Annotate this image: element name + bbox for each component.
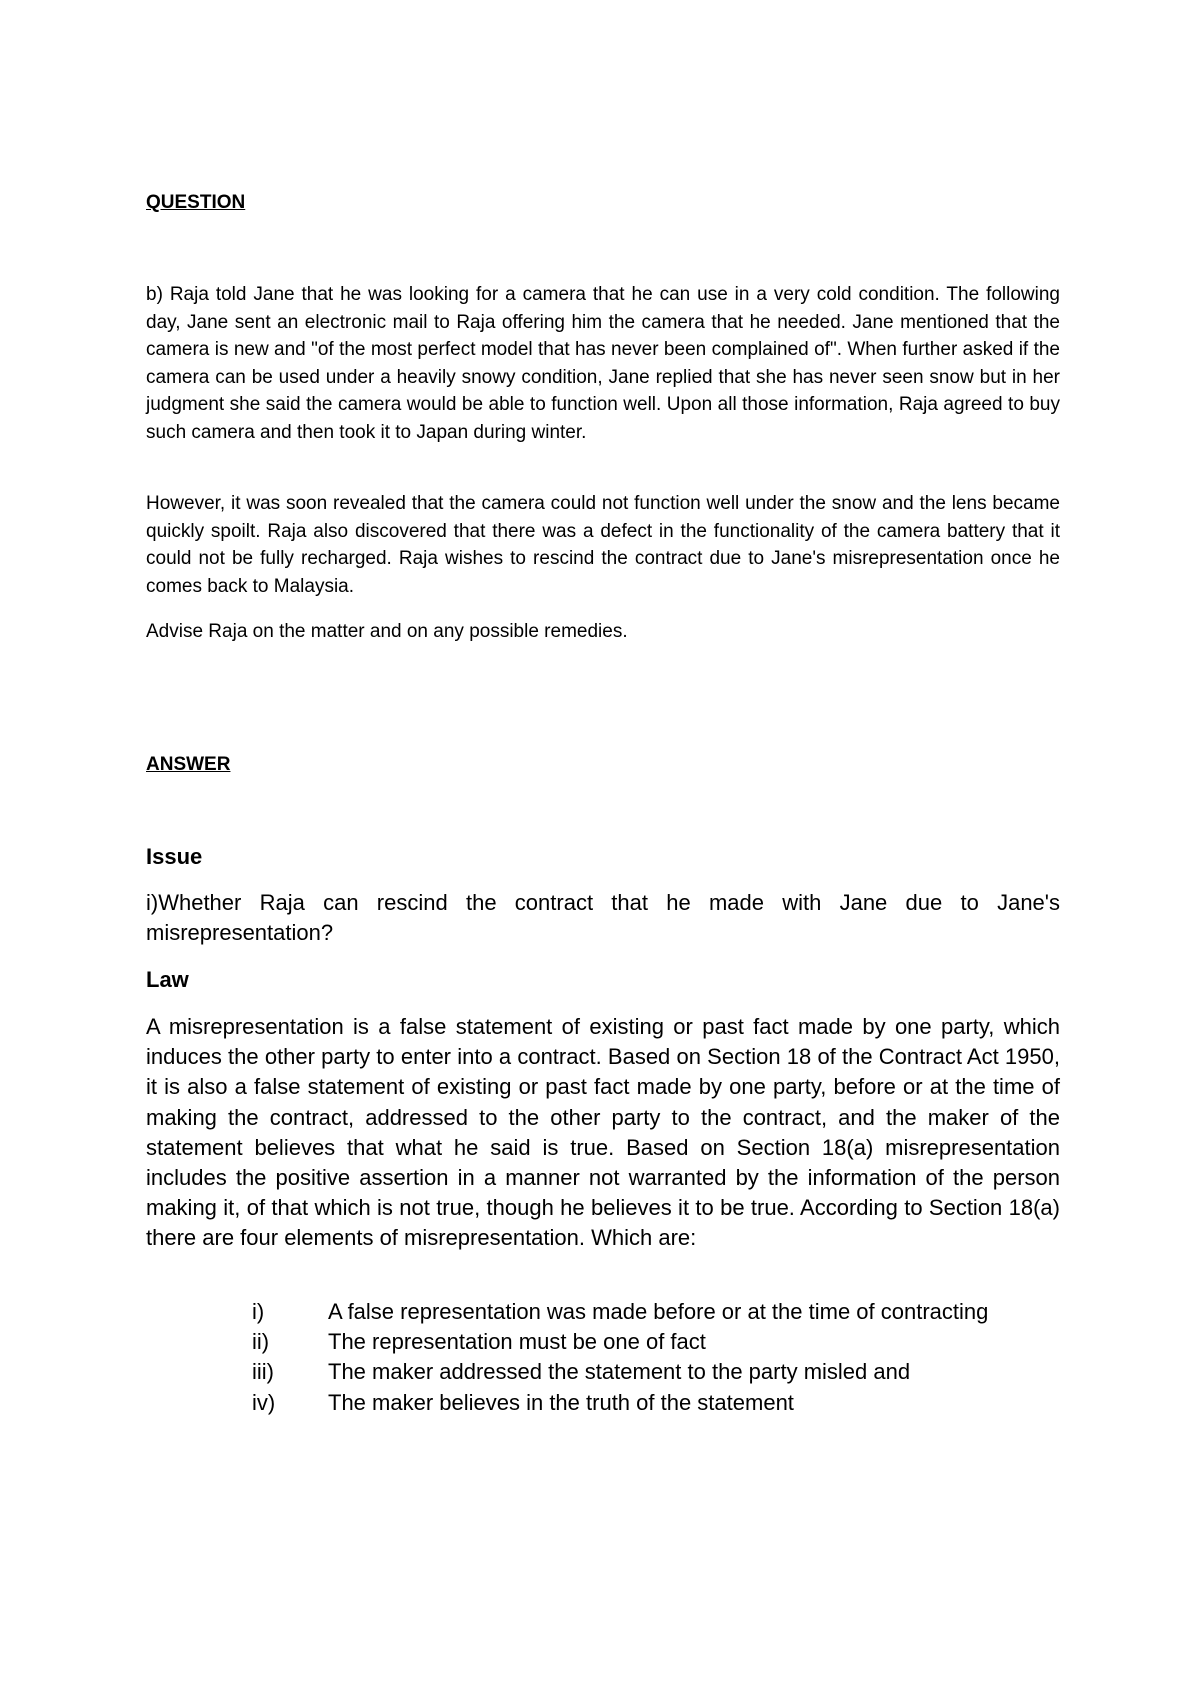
list-item-text: The representation must be one of fact [328, 1329, 706, 1355]
answer-heading: ANSWER [146, 754, 231, 775]
list-item-number: ii) [252, 1329, 270, 1355]
law-heading: Law [146, 967, 189, 992]
list-item [252, 1357, 988, 1387]
list-item-number: iii) [252, 1359, 274, 1385]
law-text: A misrepresentation is a false statement of existing or past fact made by one party, which induces the other party to enter into a contract. Based on Section 18 of the Contract Act 1950, it is also a false statement of existing or past fact made by one party, before or at the time of making the contract, addressed to the other party to the contract, and the maker of the statement believes that what he said is true. Based on Section 18(a) misrepresentation includes the positive assertion in a manner not warranted by the information of the person making it, of that which is not true, though he believes it to be true. According to Section 18(a) there are four elements of misrepresentation. Which are: [146, 1014, 1060, 1251]
list-item [252, 1388, 988, 1418]
question-paragraph-1: b) Raja told Jane that he was looking for a camera that he can use in a very cold condition. The following day, Jane sent an electronic mail to Raja offering him the camera that he needed. Jane mentioned that the camera is new and "of the most perfect model that has never been complained of". When further asked if the camera can be used under a heavily snowy condition, Jane replied that she has never seen snow but in her judgment she said the camera would be able to function well. Upon all those information, Raja agreed to buy such camera and then took it to Japan during winter. [146, 284, 1060, 443]
list-item-text: The maker addressed the statement to the party misled and [328, 1359, 911, 1385]
elements-list [252, 1297, 988, 1418]
list-item-text: The maker believes in the truth of the statement [328, 1389, 794, 1415]
question-paragraph-3: Advise Raja on the matter and on any possible remedies. [146, 621, 628, 642]
list-item-text: A false representation was made before or at the time of contracting [328, 1299, 989, 1324]
issue-text: i)Whether Raja can rescind the contract that he made with Jane due to Jane's misrepresentation? [146, 890, 1060, 946]
question-heading: QUESTION [146, 192, 246, 213]
list-item-number: iv) [252, 1389, 276, 1415]
list-item [252, 1297, 988, 1327]
question-paragraph-2: However, it was soon revealed that the camera could not function well under the snow and the lens became quickly spoilt. Raja also discovered that there was a defect in the functionality of the camera battery that it could not be fully recharged. Raja wishes to rescind the contract due to Jane's misrepresentation once he comes back to Malaysia. [146, 493, 1060, 597]
issue-heading: Issue [146, 844, 203, 869]
list-item [252, 1327, 988, 1357]
list-item-number: i) [252, 1299, 265, 1324]
